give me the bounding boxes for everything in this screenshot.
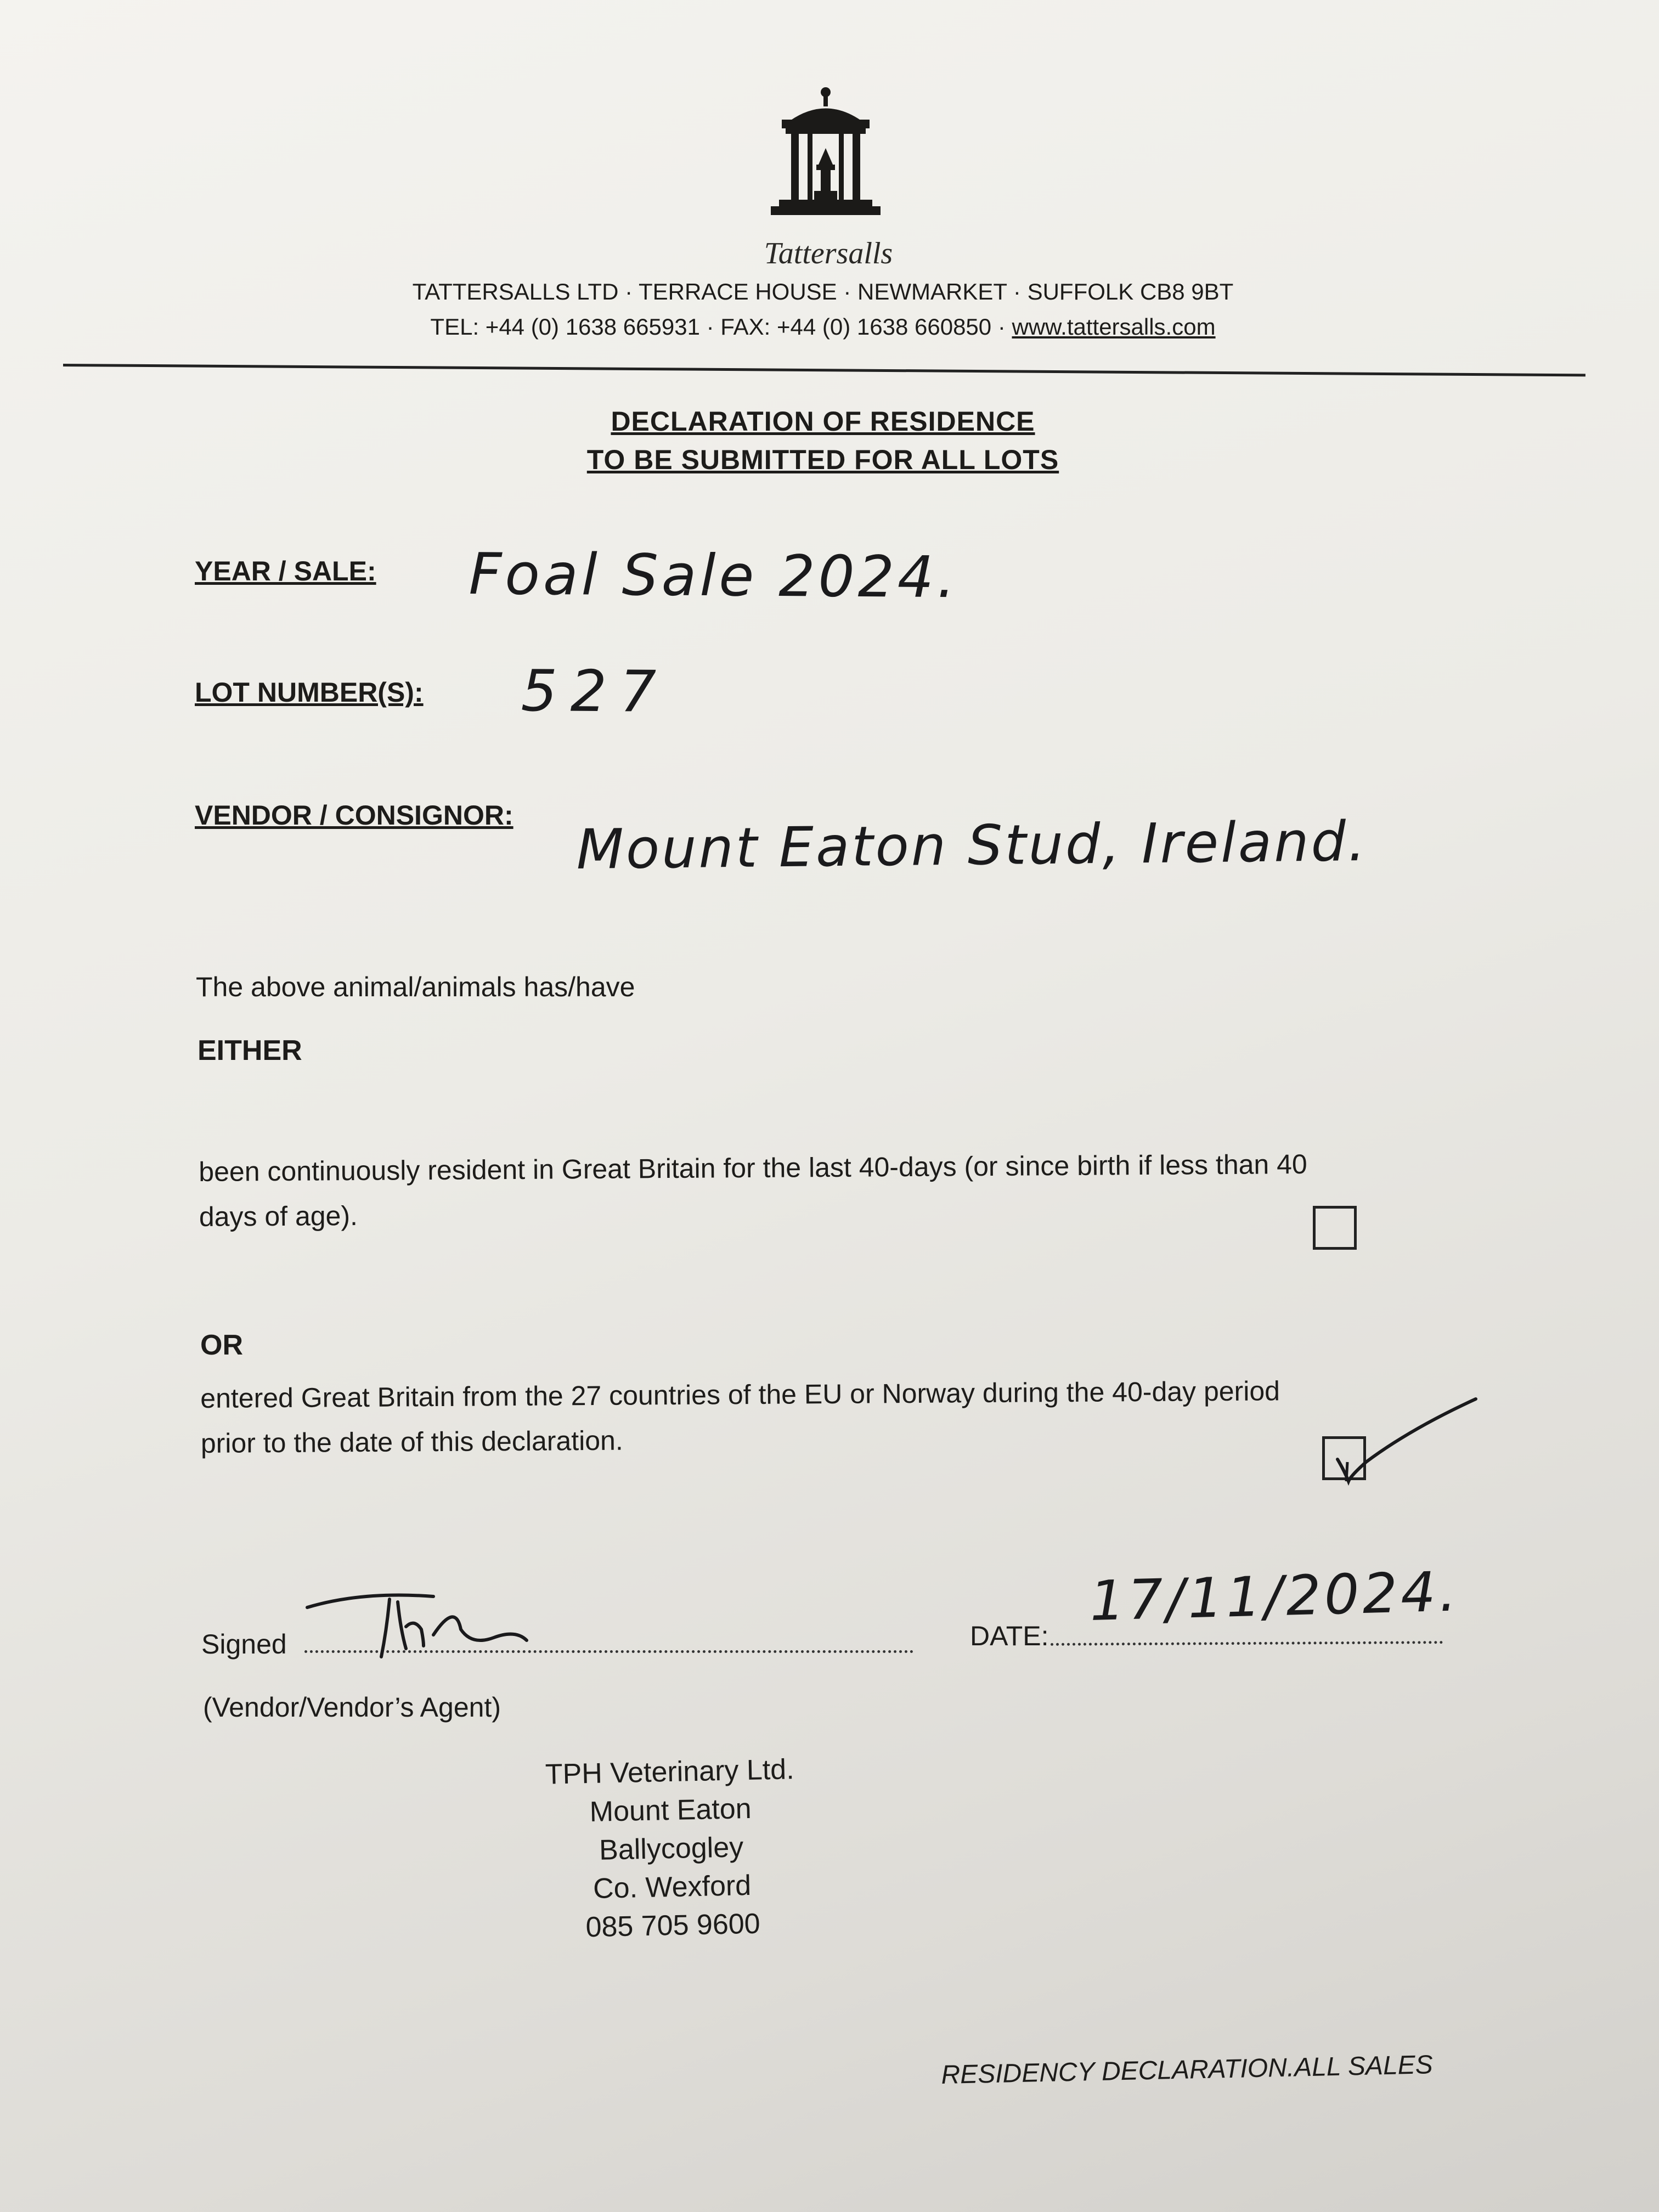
option-2-text: entered Great Britain from the 27 countries of the EU or Norway during the 40-day period prior to the date of this declaration. — [200, 1375, 1280, 1459]
footer-text: RESIDENCY DECLARATION.ALL SALES — [941, 2050, 1434, 2090]
address-line: TATTERSALLS LTD · TERRACE HOUSE · NEWMARKET · SUFFOLK CB8 9BT — [412, 279, 1234, 304]
or-label: OR — [200, 1329, 243, 1361]
lot-number-value[interactable]: 527 — [521, 657, 670, 725]
title-line-1: DECLARATION OF RESIDENCE — [611, 406, 1035, 437]
handwritten-signature[interactable] — [296, 1569, 549, 1662]
vendor-value[interactable]: Mount Eaton Stud, Ireland. — [576, 809, 1368, 882]
agent-note: (Vendor/Vendor’s Agent) — [203, 1692, 501, 1723]
signed-label: Signed — [201, 1629, 287, 1660]
vet-stamp: TPH Veterinary Ltd. Mount Eaton Ballycogley Co. Wexford 085 705 9600 — [545, 1753, 795, 1944]
letterhead-address — [219, 274, 1426, 345]
brand-name: Tattersalls — [764, 236, 893, 270]
option-1-checkbox[interactable] — [1313, 1206, 1357, 1250]
year-sale-value[interactable]: Foal Sale 2024. — [469, 540, 959, 611]
vendor-label: VENDOR / CONSIGNOR: — [195, 800, 514, 831]
date-label: DATE: — [970, 1621, 1049, 1651]
lot-number-label: LOT NUMBER(S): — [195, 677, 424, 708]
document-title — [494, 402, 1152, 479]
tattersalls-logo — [757, 82, 894, 230]
declaration-intro: The above animal/animals has/have — [196, 972, 635, 1002]
website-link: www.tattersalls.com — [1012, 314, 1216, 340]
date-value[interactable]: 17/11/2024. — [1089, 1559, 1460, 1633]
contact-line: TEL: +44 (0) 1638 665931 · FAX: +44 (0) 1638 660850 · www.tattersalls.com — [430, 314, 1216, 340]
header-divider — [63, 364, 1585, 376]
title-line-2: TO BE SUBMITTED FOR ALL LOTS — [586, 444, 1059, 475]
date-line — [1051, 1635, 1443, 1646]
option-1-text: been continuously resident in Great Britain for the last 40-days (or since birth if less than 40 days of age). — [199, 1148, 1307, 1232]
year-sale-label: YEAR / SALE: — [195, 556, 376, 586]
either-label: EITHER — [198, 1035, 302, 1066]
handwritten-checkmark — [1328, 1393, 1481, 1492]
